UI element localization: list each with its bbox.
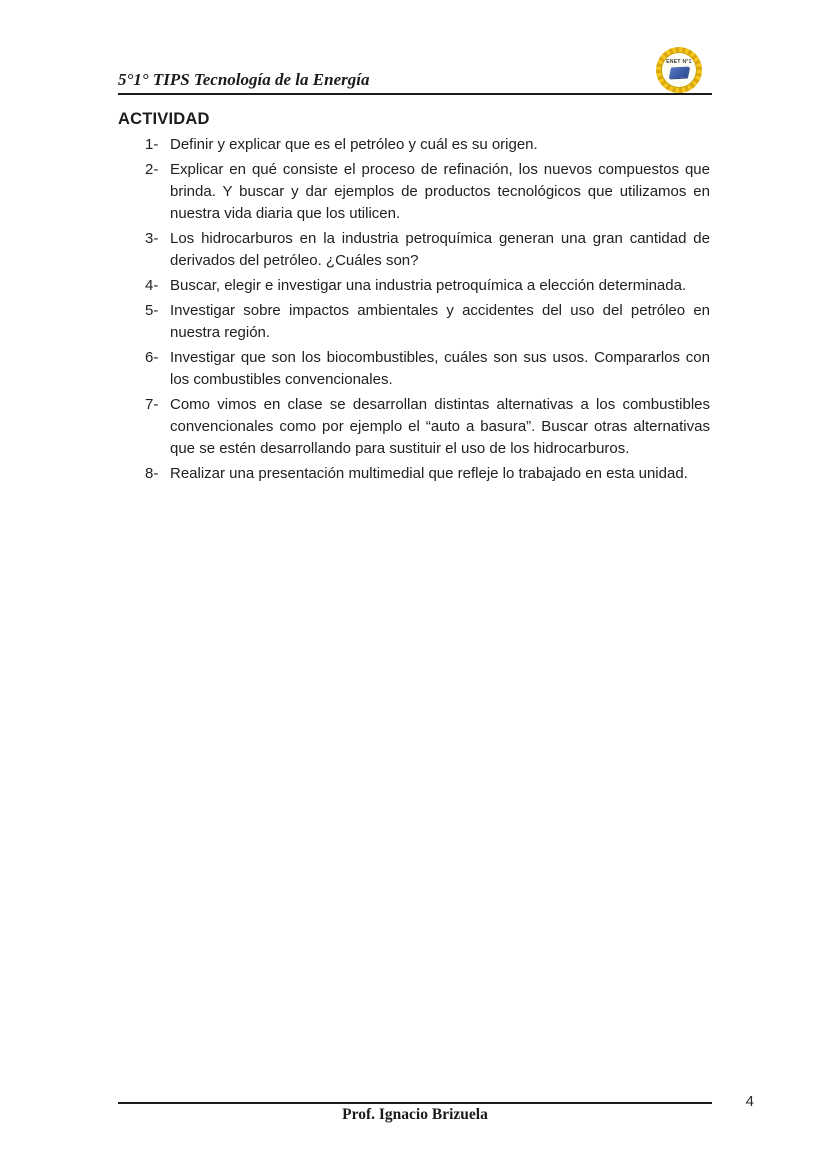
- list-item: [145, 228, 710, 272]
- item-number: 7-: [145, 396, 159, 413]
- item-number: 2-: [145, 161, 159, 178]
- activity-list: [145, 134, 710, 488]
- list-item: [145, 394, 710, 460]
- item-number: 6-: [145, 349, 159, 366]
- page-number: 4: [745, 1093, 754, 1110]
- item-number: 3-: [145, 230, 159, 247]
- list-item: [145, 463, 710, 485]
- header-divider: [118, 93, 712, 95]
- item-number: 4-: [145, 277, 159, 294]
- item-text: Los hidrocarburos en la industria petroquímica generan una gran cantidad de derivados del petróleo. ¿Cuáles son?: [170, 230, 710, 269]
- item-text: Buscar, elegir e investigar una industria petroquímica a elección determinada.: [170, 277, 687, 294]
- list-item: [145, 134, 710, 156]
- item-text: Investigar que son los biocombustibles, cuáles son sus usos. Compararlos con los combustibles convencionales.: [170, 349, 710, 388]
- item-text: Definir y explicar que es el petróleo y cuál es su origen.: [170, 136, 538, 153]
- item-text: Explicar en qué consiste el proceso de refinación, los nuevos compuestos que brinda. Y buscar y dar ejemplos de productos tecnológicos que utilizamos en nuestra vida diaria que los utilicen.: [170, 161, 710, 222]
- item-number: 1-: [145, 136, 159, 153]
- school-seal-center: [661, 52, 697, 88]
- list-item: [145, 300, 710, 344]
- course-title: 5°1° TIPS Tecnología de la Energía: [118, 70, 370, 89]
- footer-divider: [118, 1102, 712, 1104]
- section-title: ACTIVIDAD: [118, 110, 210, 128]
- item-text: Investigar sobre impactos ambientales y accidentes del uso del petróleo en nuestra región.: [170, 302, 710, 341]
- item-text: Realizar una presentación multimedial que refleje lo trabajado en esta unidad.: [170, 465, 688, 482]
- school-seal-icon: [656, 47, 702, 93]
- item-number: 5-: [145, 302, 159, 319]
- professor-name: Prof. Ignacio Brizuela: [342, 1106, 488, 1123]
- school-seal-label: ENET N°1: [666, 59, 692, 65]
- school-seal-emblem-icon: [669, 67, 689, 79]
- list-item: [145, 347, 710, 391]
- item-text: Como vimos en clase se desarrollan distintas alternativas a los combustibles convencionales como por ejemplo el “auto a basura”. Buscar otras alternativas que se estén desarrollando para sustituir el uso de los hidrocarburos.: [170, 396, 710, 457]
- item-number: 8-: [145, 465, 159, 482]
- list-item: [145, 275, 710, 297]
- list-item: [145, 159, 710, 225]
